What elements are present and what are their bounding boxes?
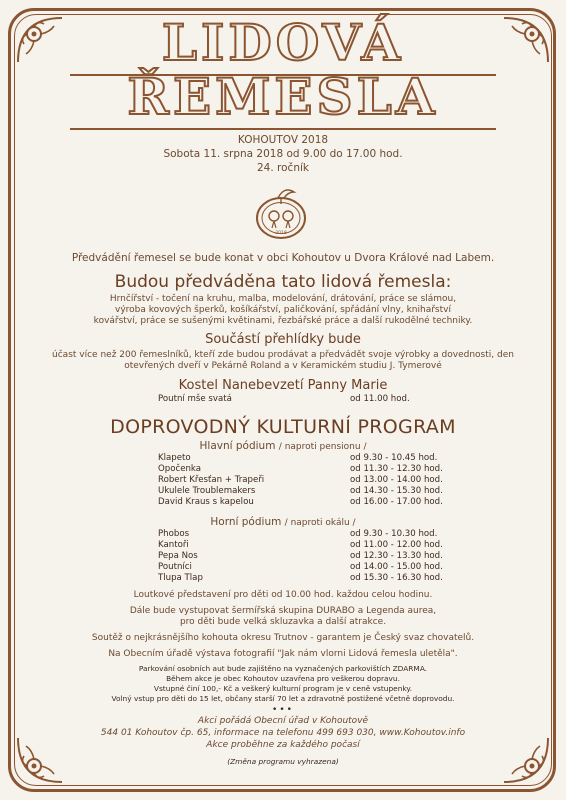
crafts-line: kovářství, práce se sušenými květinami, řezbářské práce a další rukodělné techniky.	[93, 316, 473, 326]
schedule-row	[158, 486, 458, 497]
schedule-row	[158, 573, 458, 584]
title-divider	[70, 128, 496, 130]
schedule-item: Poutní mše svatá	[158, 394, 232, 404]
performance-time: od 16.00 - 17.00 hod.	[350, 497, 443, 507]
schedule-row	[158, 394, 458, 405]
note-free-entry: Volný vstup pro děti do 15 let, občany starší 70 let a zdravotně postižené včetně doprovodu.	[111, 694, 455, 703]
upper-stage-label: Horní pódium	[210, 516, 282, 528]
performance-time: od 9.30 - 10.30 hod.	[350, 529, 438, 539]
schedule-row	[158, 453, 458, 464]
poster-title-line1: LIDOVÁ	[161, 13, 405, 72]
schedule-row	[158, 497, 458, 508]
note-contest: Soutěž o nejkrásnějšího kohouta okresu Trutnov - garantem je Český svaz chovatelů.	[91, 633, 475, 643]
event-edition: 24. ročník	[257, 162, 309, 174]
performer: Ukulele Troublemakers	[158, 486, 256, 496]
church-heading: Kostel Nanebevzetí Panny Marie	[178, 378, 388, 393]
crafts-line: výroba kovových šperků, košíkářství, paličkování, spřádání vlny, knihařství	[115, 305, 451, 315]
performer: Klapeto	[158, 453, 191, 463]
program-heading: DOPROVODNÝ KULTURNÍ PROGRAM	[110, 416, 456, 438]
upper-stage-heading	[30, 516, 536, 530]
show-line: otevřených dveří v Pekárně Roland a v Keramickém studiu J. Tymerové	[124, 361, 442, 371]
schedule-row	[158, 562, 458, 573]
note-entry: Vstupné činí 100,- Kč a veškerý kulturní program je v ceně vstupenky.	[153, 684, 413, 693]
main-stage-note: / naproti pensionu /	[278, 442, 367, 452]
schedule-row	[158, 464, 458, 475]
main-stage-label: Hlavní pódium	[199, 440, 276, 452]
schedule-row	[158, 529, 458, 540]
performer: Kantoři	[158, 540, 189, 550]
performer: Pepa Nos	[158, 551, 198, 561]
separator-dots: •••	[272, 705, 294, 715]
performance-time: od 14.30 - 15.30 hod.	[350, 486, 443, 496]
performance-time: od 12.30 - 13.30 hod.	[350, 551, 443, 561]
schedule-row	[158, 475, 458, 486]
performer: Tlupa Tlap	[158, 573, 203, 583]
upper-stage-note: / naproti okálu /	[284, 518, 356, 528]
note-exhibit: Na Obecním úřadě výstava fotografií "Jak nám vlorni Lidová řemesla uletěla".	[108, 649, 458, 659]
performance-time: od 14.00 - 15.00 hod.	[350, 562, 443, 572]
footer-weather: Akce proběhne za každého počasí	[206, 740, 360, 750]
footer-contact: 544 01 Kohoutov čp. 65, informace na telefonu 499 693 030, www.Kohoutov.info	[100, 728, 466, 738]
event-date: Sobota 11. srpna 2018 od 9.00 do 17.00 hod.	[163, 148, 403, 160]
note-parking: Parkování osobních aut bude zajištěno na vyznačených parkovištích ZDARMA.	[138, 664, 428, 673]
note-fencing: Dále bude vystupovat šermířská skupina DURABO a Legenda aurea,	[129, 606, 437, 616]
note-puppet: Loutkové představení pro děti od 10.00 hod. každou celou hodinu.	[133, 590, 433, 600]
poster-title-line2: ŘEMESLA	[127, 67, 439, 126]
note-fencing: pro děti bude velká skluzavka a další atrakce.	[179, 617, 387, 627]
performer: Opočenka	[158, 464, 202, 474]
crafts-line: Hrnčířství - točení na kruhu, malba, modelování, drátování, práce se slámou,	[109, 294, 457, 304]
performer: Phobos	[158, 529, 190, 539]
main-stage-schedule	[158, 453, 458, 508]
performer: David Kraus s kapelou	[158, 497, 254, 507]
crafts-heading: Budou předváděna tato lidová řemesla:	[114, 272, 452, 292]
schedule-row	[158, 551, 458, 562]
show-line: účast více než 200 řemeslníků, kteří zde budou prodávat a předvádět svoje výrobky a dovednosti, den	[52, 350, 514, 360]
schedule-row	[158, 540, 458, 551]
upper-stage-schedule	[158, 529, 458, 584]
performance-time: od 11.00 - 12.00 hod.	[350, 540, 443, 550]
event-place: KOHOUTOV 2018	[237, 134, 329, 146]
show-heading: Součástí přehlídky bude	[205, 332, 361, 347]
intro-text: Předvádění řemesel se bude konat v obci Kohoutov u Dvora Králové nad Labem.	[71, 252, 495, 264]
performer: Robert Křesťan + Trapeři	[158, 475, 265, 485]
performance-time: od 9.30 - 10.45 hod.	[350, 453, 438, 463]
note-closure: Během akce je obec Kohoutov uzavřena pro veškerou dopravu.	[166, 674, 400, 683]
performance-time: od 15.30 - 16.30 hod.	[350, 573, 443, 583]
logo-year: 2018	[275, 231, 287, 236]
footer-organizer: Akci pořádá Obecní úřad v Kohoutově	[197, 716, 369, 726]
footer-change-notice: (Změna programu vyhrazena)	[227, 757, 339, 766]
schedule-time: od 11.00 hod.	[350, 394, 410, 404]
rooster-logo-icon	[248, 184, 314, 242]
performance-time: od 13.00 - 14.00 hod.	[350, 475, 443, 485]
main-stage-heading	[30, 440, 536, 454]
church-schedule	[158, 394, 458, 405]
performer: Poutníci	[158, 562, 192, 572]
performance-time: od 11.30 - 12.30 hod.	[350, 464, 443, 474]
